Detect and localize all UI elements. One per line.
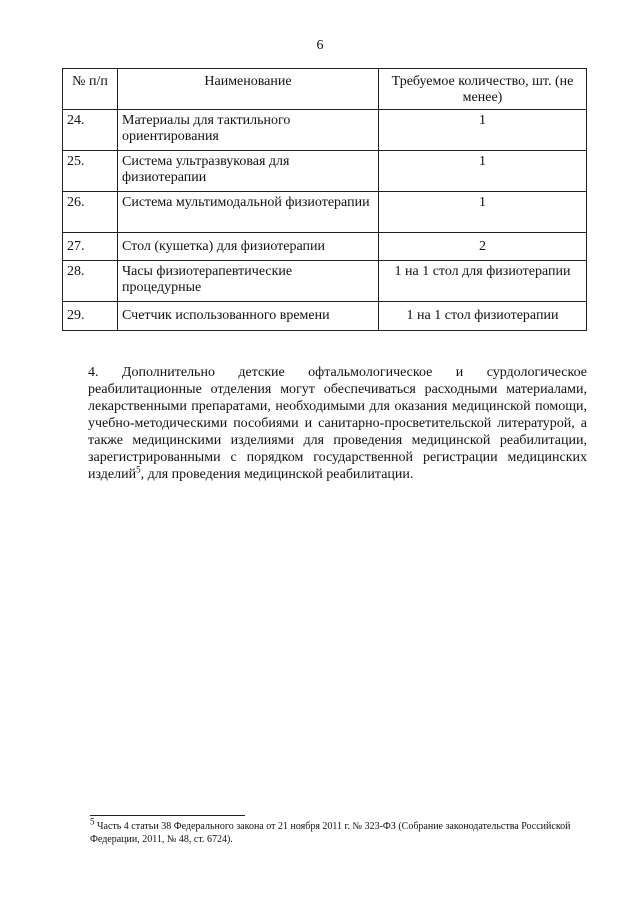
row-name: Система мультимодальной физиотерапии xyxy=(118,192,379,233)
equipment-table xyxy=(62,68,587,331)
paragraph-4 xyxy=(88,364,587,483)
table-row xyxy=(63,233,587,261)
footnote-reference: 5 xyxy=(136,464,141,475)
footnote-text: Часть 4 статьи 38 Федерального закона от 21 ноября 2011 г. № 323-ФЗ (Собрание законодательства Российской Федерации, 2011, № 48, ст. 6724). xyxy=(90,821,571,845)
footnote-divider xyxy=(90,815,245,816)
header-name: Наименование xyxy=(118,69,379,110)
row-quantity: 2 xyxy=(379,233,587,261)
row-name: Часы физиотерапевтические процедурные xyxy=(118,261,379,302)
row-number: 24. xyxy=(63,110,118,151)
row-quantity: 1 xyxy=(379,192,587,233)
header-number: № п/п xyxy=(63,69,118,110)
header-quantity: Требуемое количество, шт. (не менее) xyxy=(379,69,587,110)
row-number: 26. xyxy=(63,192,118,233)
table-row xyxy=(63,192,587,233)
row-name: Материалы для тактильного ориентирования xyxy=(118,110,379,151)
row-quantity: 1 xyxy=(379,110,587,151)
row-quantity: 1 на 1 стол физиотерапии xyxy=(379,302,587,331)
row-name: Система ультразвуковая для физиотерапии xyxy=(118,151,379,192)
table-header-row xyxy=(63,69,587,110)
footnote xyxy=(90,816,590,846)
row-number: 29. xyxy=(63,302,118,331)
table-row xyxy=(63,151,587,192)
table-row xyxy=(63,302,587,331)
row-number: 27. xyxy=(63,233,118,261)
table-row xyxy=(63,110,587,151)
paragraph-text: 4. Дополнительно детские офтальмологическое и сурдологическое реабилитационные отделения могут обеспечиваться расходными материалами, лекарственными препаратами, необходимыми для оказания медицинской помощи, учебно-методическими пособиями и санитарно-просветительской литературой, а также медицинскими изделиями для проведения медицинской реабилитации, зарегистрированными с порядком государственной регистрации медицинских изделий xyxy=(88,365,587,482)
row-name: Стол (кушетка) для физиотерапии xyxy=(118,233,379,261)
row-name: Счетчик использованного времени xyxy=(118,302,379,331)
row-quantity: 1 xyxy=(379,151,587,192)
table-row xyxy=(63,261,587,302)
row-quantity: 1 на 1 стол для физиотерапии xyxy=(379,261,587,302)
paragraph-text-end: , для проведения медицинской реабилитации. xyxy=(140,467,414,482)
page-number: 6 xyxy=(316,38,324,53)
row-number: 28. xyxy=(63,261,118,302)
footnote-marker: 5 xyxy=(90,816,95,827)
row-number: 25. xyxy=(63,151,118,192)
